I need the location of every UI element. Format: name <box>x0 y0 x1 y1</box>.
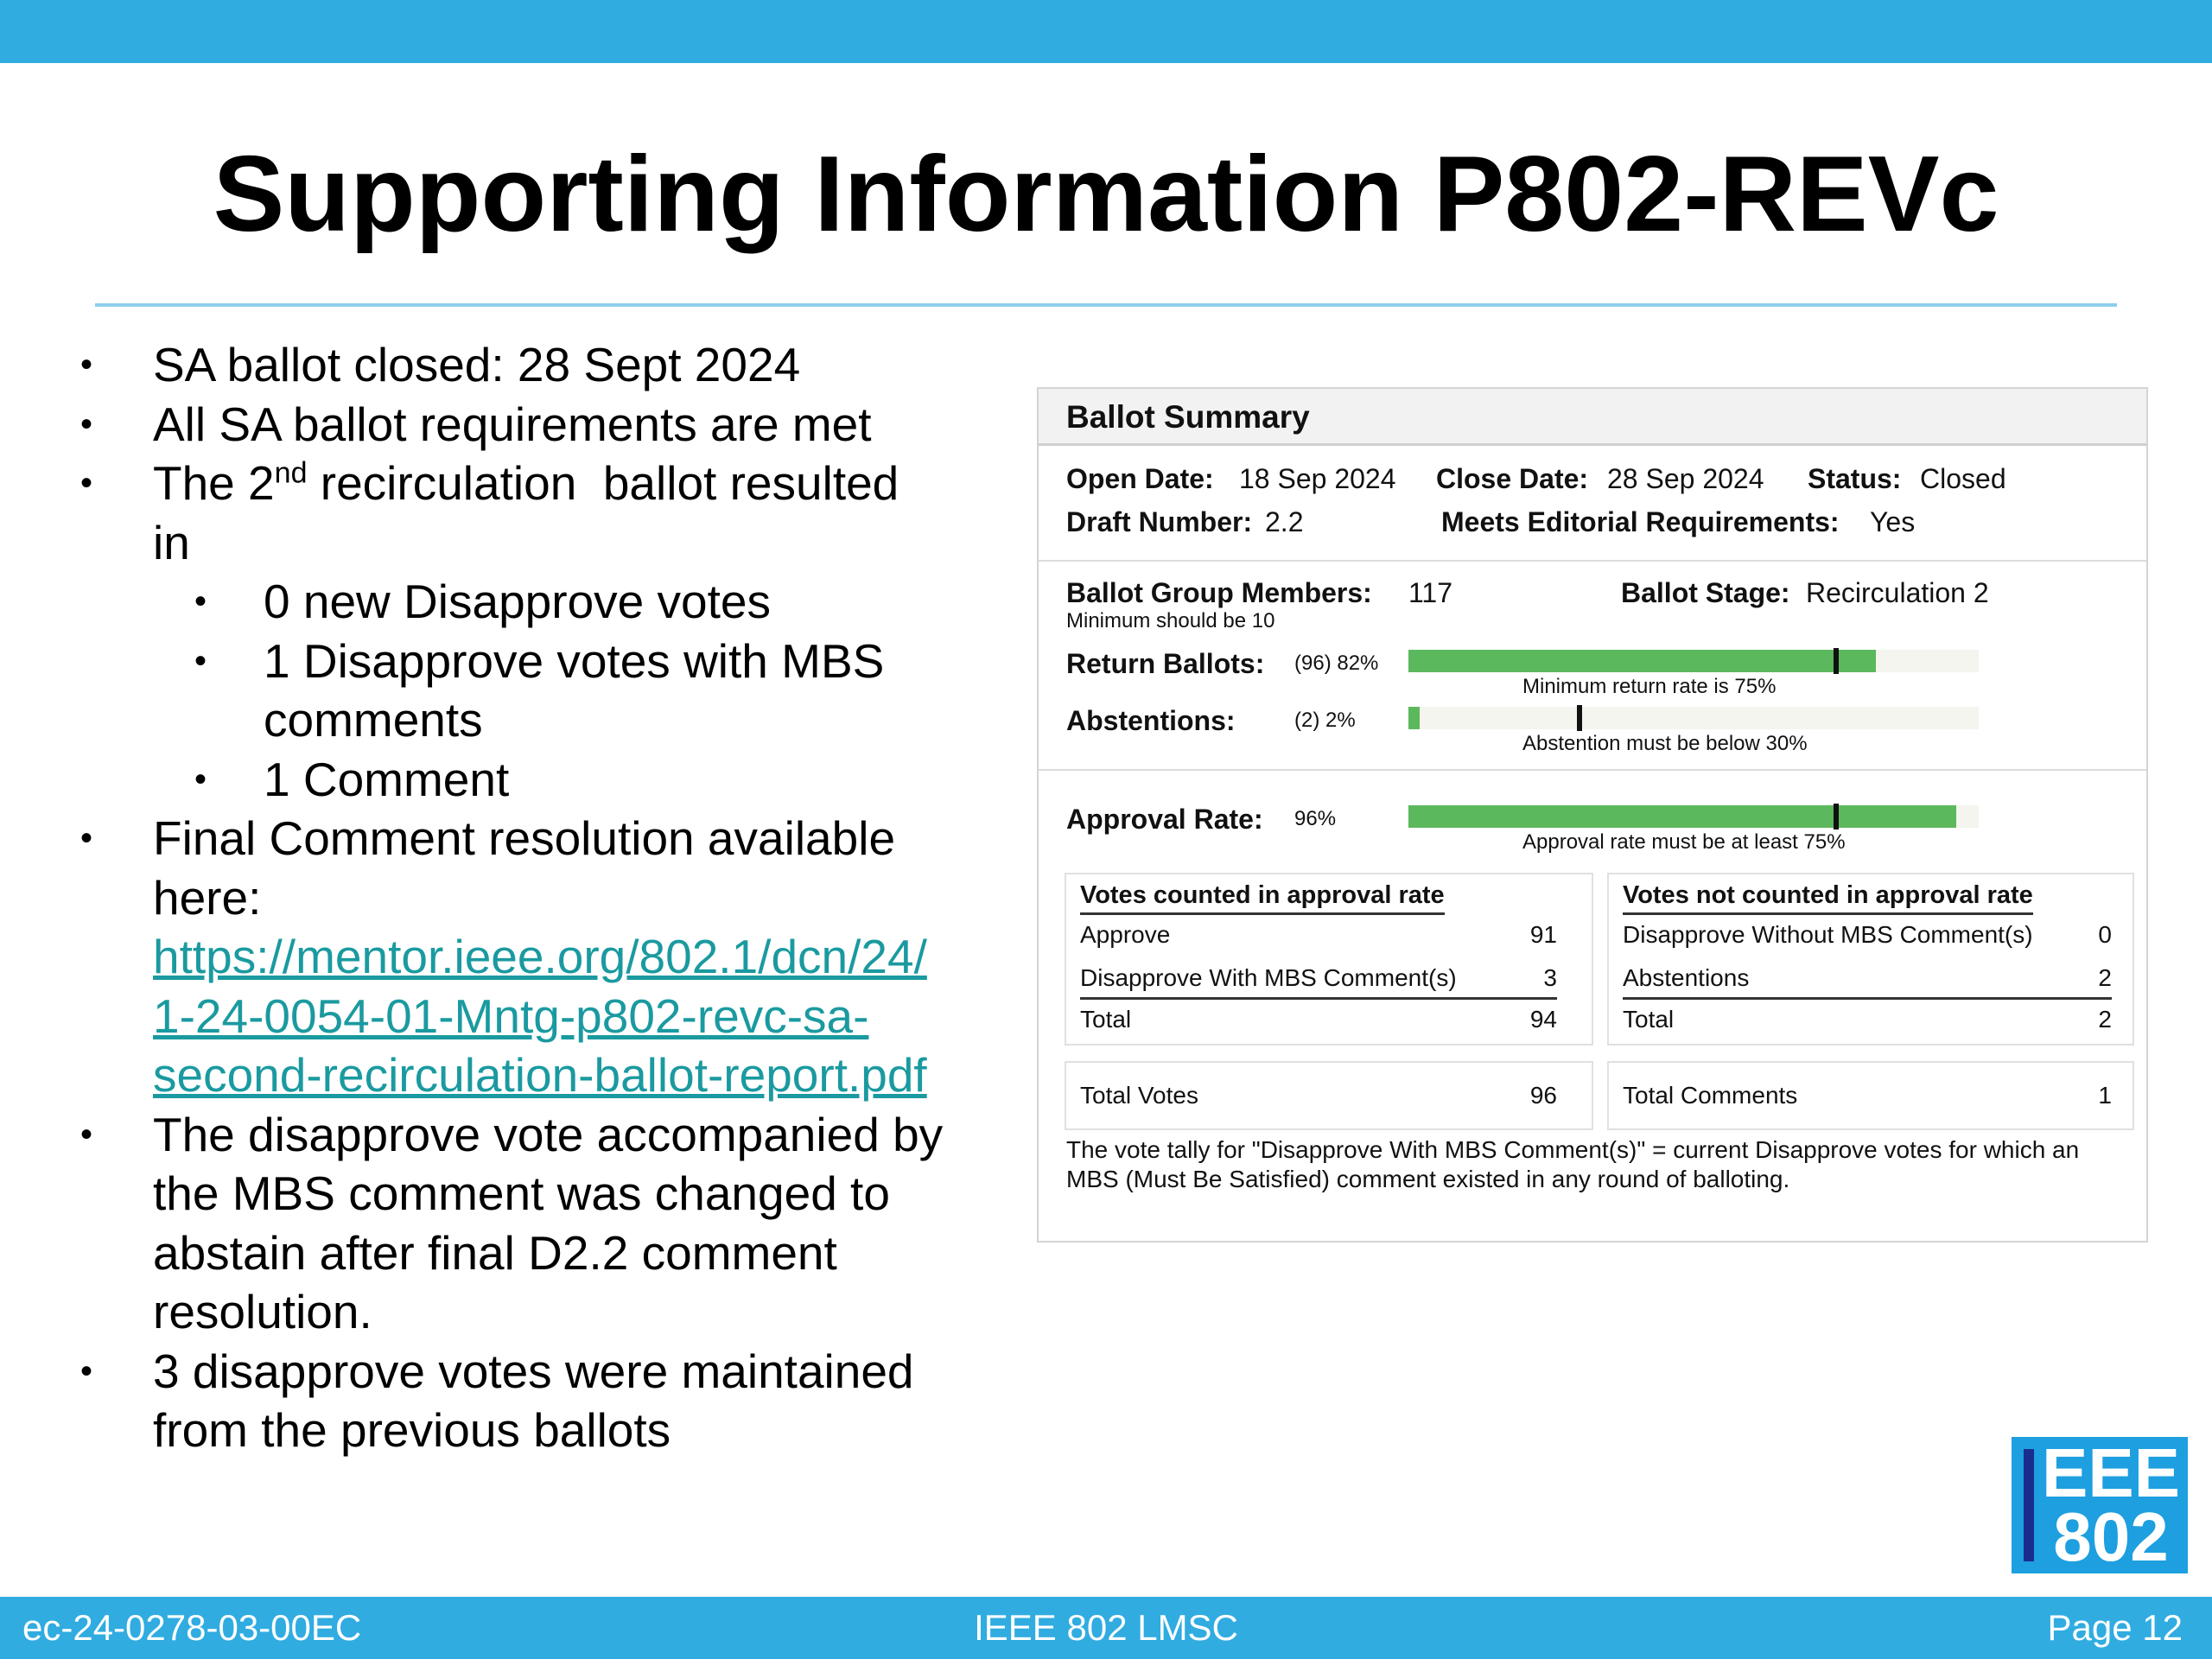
bullet-text: The 2 <box>153 456 275 510</box>
row-value: 91 <box>1529 921 1557 948</box>
bullet-item <box>78 395 994 454</box>
approval-rate-threshold-marker <box>1834 804 1839 830</box>
approval-rate-value: 96% <box>1294 807 1337 830</box>
abstention-bar <box>1408 707 1979 729</box>
members-value: 117 <box>1408 577 1453 608</box>
link-line: https://mentor.ieee.org/802.1/dcn/24/ <box>153 930 927 983</box>
bullet-text: 1 Disapprove votes with MBS <box>264 633 885 688</box>
row-label: Approve <box>1080 921 1171 948</box>
bullet-text: recirculation ballot resulted <box>307 456 899 510</box>
logo-accent-bar <box>2024 1449 2034 1561</box>
bullet-text-cont: comments <box>264 693 483 747</box>
bullet-text: The disapprove vote accompanied by <box>153 1107 944 1161</box>
title-divider <box>95 303 2117 307</box>
bullet-item <box>78 335 994 395</box>
ballot-stage-label: Ballot Stage: <box>1621 577 1790 608</box>
approval-rate-label: Approval Rate: <box>1066 804 1263 835</box>
bullet-item <box>78 809 994 1105</box>
row-value: 0 <box>2098 921 2112 948</box>
bullet-glyph: • <box>80 346 93 384</box>
bullet-glyph: • <box>194 760 207 798</box>
ballot-summary-header: Ballot Summary <box>1039 389 2146 446</box>
row-value: 2 <box>2098 964 2112 991</box>
return-ballots-label: Return Ballots: <box>1066 648 1265 679</box>
bullet-text-cont: abstain after final D2.2 comment <box>153 1225 837 1280</box>
editorial-value: Yes <box>1870 506 1916 537</box>
total-rule <box>1080 997 1557 1000</box>
bullet-text-cont: resolution. <box>153 1285 372 1338</box>
votes-counted-box <box>1065 873 1593 1046</box>
footer-page-number: Page 12 <box>2047 1607 2183 1648</box>
bullet-text: 3 disapprove votes were maintained <box>153 1344 914 1398</box>
approval-rate-bar <box>1408 805 1979 828</box>
total-rule <box>1623 997 2112 1000</box>
draft-number-value: 2.2 <box>1265 506 1304 537</box>
bullet-text-cont: here: <box>153 870 262 925</box>
link-line: second-recirculation-ballot-report.pdf <box>153 1048 927 1102</box>
bullet-text-cont: from the previous ballots <box>153 1403 671 1457</box>
sub-bullet-item <box>78 632 994 750</box>
return-ballots-value: (96) 82% <box>1294 652 1379 675</box>
bullet-glyph: • <box>80 1115 93 1154</box>
return-rate-fill <box>1408 650 1876 672</box>
bullet-item <box>78 1342 994 1460</box>
ballot-stage-value: Recirculation 2 <box>1806 577 1989 608</box>
sub-bullet-item <box>78 572 994 632</box>
row-value: 2 <box>2098 1006 2112 1033</box>
votes-counted-title: Votes counted in approval rate <box>1080 878 1445 915</box>
open-date-value: 18 Sep 2024 <box>1239 463 1396 494</box>
footer-org: IEEE 802 LMSC <box>974 1607 1238 1648</box>
approval-rate-note: Approval rate must be at least 75% <box>1522 830 1846 854</box>
row-label: Disapprove With MBS Comment(s) <box>1080 964 1457 991</box>
logo-text-line1: EEE <box>2041 1434 2181 1511</box>
row-label: Total <box>1080 1006 1132 1033</box>
row-label: Abstentions <box>1623 964 1750 991</box>
close-date-value: 28 Sep 2024 <box>1607 463 1764 494</box>
bullet-text-cont: in <box>153 515 190 569</box>
link-line: 1-24-0054-01-Mntg-p802-revc-sa- <box>153 988 869 1043</box>
report-link[interactable] <box>153 927 994 1105</box>
bullet-item <box>78 454 994 572</box>
row-label: Total Comments <box>1623 1082 1798 1109</box>
total-comments-box <box>1607 1061 2134 1130</box>
approval-rate-fill <box>1408 805 1956 828</box>
return-rate-threshold-marker <box>1834 648 1839 674</box>
logo-text-line2: 802 <box>2053 1498 2169 1575</box>
row-value: 94 <box>1529 1006 1557 1033</box>
abstention-fill <box>1408 707 1420 729</box>
bullet-text: SA ballot closed: 28 Sept 2024 <box>153 338 801 391</box>
votes-not-counted-box <box>1607 873 2134 1046</box>
bullet-glyph: • <box>80 464 93 502</box>
row-label: Total Votes <box>1080 1082 1198 1109</box>
row-value: 3 <box>1543 964 1557 991</box>
members-label: Ballot Group Members: <box>1066 577 1372 608</box>
bullet-glyph: • <box>194 641 207 680</box>
bullet-glyph: • <box>194 582 207 620</box>
abstentions-value: (2) 2% <box>1294 709 1356 732</box>
section-divider <box>1039 560 2146 562</box>
ballot-summary-panel <box>1037 387 2148 1243</box>
footer-bar <box>0 1597 2212 1659</box>
section-divider <box>1039 769 2146 771</box>
bullet-text: 1 Comment <box>264 752 510 806</box>
sub-bullet-item <box>78 750 994 810</box>
abstentions-label: Abstentions: <box>1066 705 1236 736</box>
bullet-glyph: • <box>80 1351 93 1390</box>
bullet-list <box>78 335 994 1460</box>
bullet-item <box>78 1105 994 1342</box>
draft-number-label: Draft Number: <box>1066 506 1253 537</box>
row-label: Disapprove Without MBS Comment(s) <box>1623 921 2033 948</box>
bullet-text: 0 new Disapprove votes <box>264 575 771 628</box>
open-date-label: Open Date: <box>1066 463 1214 494</box>
top-banner <box>0 0 2212 63</box>
abstention-note: Abstention must be below 30% <box>1522 732 1808 755</box>
bullet-glyph: • <box>80 819 93 857</box>
ballot-footnote: The vote tally for "Disapprove With MBS Comment(s)" = current Disapprove votes for which an MBS (Must Be Satisfied) comment existed in any round of balloting. <box>1066 1136 2080 1192</box>
status-value: Closed <box>1920 463 2006 494</box>
row-label: Total <box>1623 1006 1675 1033</box>
row-value: 96 <box>1529 1082 1557 1109</box>
bullet-text: All SA ballot requirements are met <box>153 397 872 451</box>
editorial-label: Meets Editorial Requirements: <box>1441 506 1840 537</box>
status-label: Status: <box>1808 463 1902 494</box>
return-rate-bar <box>1408 650 1979 672</box>
members-note: Minimum should be 10 <box>1066 609 1275 632</box>
total-votes-box <box>1065 1061 1593 1130</box>
bullet-text-cont: the MBS comment was changed to <box>153 1166 890 1220</box>
ieee-802-logo <box>2012 1434 2188 1575</box>
bullet-glyph: • <box>80 404 93 443</box>
footer-doc-id: ec-24-0278-03-00EC <box>22 1607 362 1648</box>
row-value: 1 <box>2098 1082 2112 1109</box>
slide-title: Supporting Information P802-REVc <box>213 135 1999 254</box>
close-date-label: Close Date: <box>1436 463 1589 494</box>
bullet-text: Final Comment resolution available <box>153 811 896 865</box>
abstention-threshold-marker <box>1577 705 1582 731</box>
return-rate-note: Minimum return rate is 75% <box>1522 675 1777 698</box>
votes-not-counted-title: Votes not counted in approval rate <box>1623 878 2033 915</box>
ordinal-suffix: nd <box>274 456 308 490</box>
